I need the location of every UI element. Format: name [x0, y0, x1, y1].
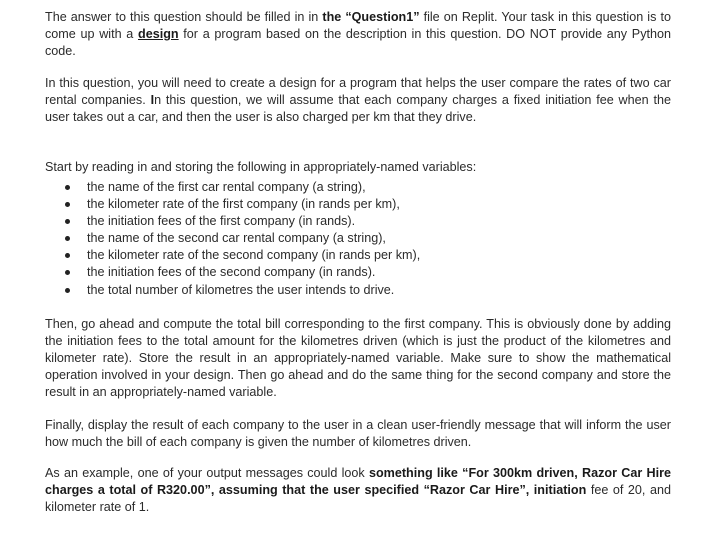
list-item: the kilometer rate of the first company (in rands per km), — [45, 196, 645, 213]
example-output-message: something like “For 300km driven, Razor Car Hire charges a total of R320.00”, assuming that the user specified “Razor Car Hire”, initiation — [45, 466, 671, 497]
paragraph-display: Finally, display the result of each company to the user in a clean user-friendly message that will inform the user how much the bill of each company is given the number of kilometres driven. — [45, 418, 671, 449]
overview-bold-letter: I — [150, 93, 155, 107]
example-text-2: fee of 20, and kilometer rate of 1. — [45, 483, 671, 514]
list-item: the initiation fees of the second company (in rands). — [45, 264, 645, 281]
list-item: the initiation fees of the first company (in rands). — [45, 213, 645, 230]
instructions-text: The answer to this question should be filled in in — [45, 10, 323, 24]
overview-text: In this question, you will need to create a design for a program that helps the user compare the rates of two car rental companies. — [45, 76, 671, 107]
question-file-name: the “Question1” — [322, 10, 420, 24]
instructions-text-3: for a program based on the description in this question. DO NOT provide any Python code. — [45, 27, 672, 58]
list-item: the name of the first car rental company (a string), — [45, 179, 645, 196]
overview-text-2: n this question, we will assume that each company charges a fixed initiation fee when the user takes out a car, and then the user is also charged per km that they drive. — [45, 93, 671, 124]
input-variables-list — [45, 179, 645, 299]
instructions-text-2: file on Replit. Your task in this question is to come up with a — [45, 10, 671, 41]
list-item: the kilometer rate of the second company (in rands per km), — [45, 247, 645, 264]
paragraph-instructions — [45, 9, 671, 60]
paragraph-example — [45, 465, 671, 516]
design-keyword: design — [138, 27, 179, 41]
example-text: As an example, one of your output messages could look — [45, 466, 369, 480]
paragraph-compute: Then, go ahead and compute the total bill corresponding to the first company. This is obviously done by adding the initiation fees to the total amount for the kilometres driven (which is just the product of the kilometres and kilometer rate). Store the result in an appropriately-named variable. Make sure to show the mathematical operation involved in your design. Then go ahead and do the same thing for the second company and store the result in an appropriately-named variable. — [45, 317, 671, 399]
list-item: the total number of kilometres the user intends to drive. — [45, 282, 645, 299]
paragraph-inputs-intro: Start by reading in and storing the following in appropriately-named variables: — [45, 160, 477, 174]
paragraph-overview — [45, 75, 671, 126]
list-item: the name of the second car rental company (a string), — [45, 230, 645, 247]
